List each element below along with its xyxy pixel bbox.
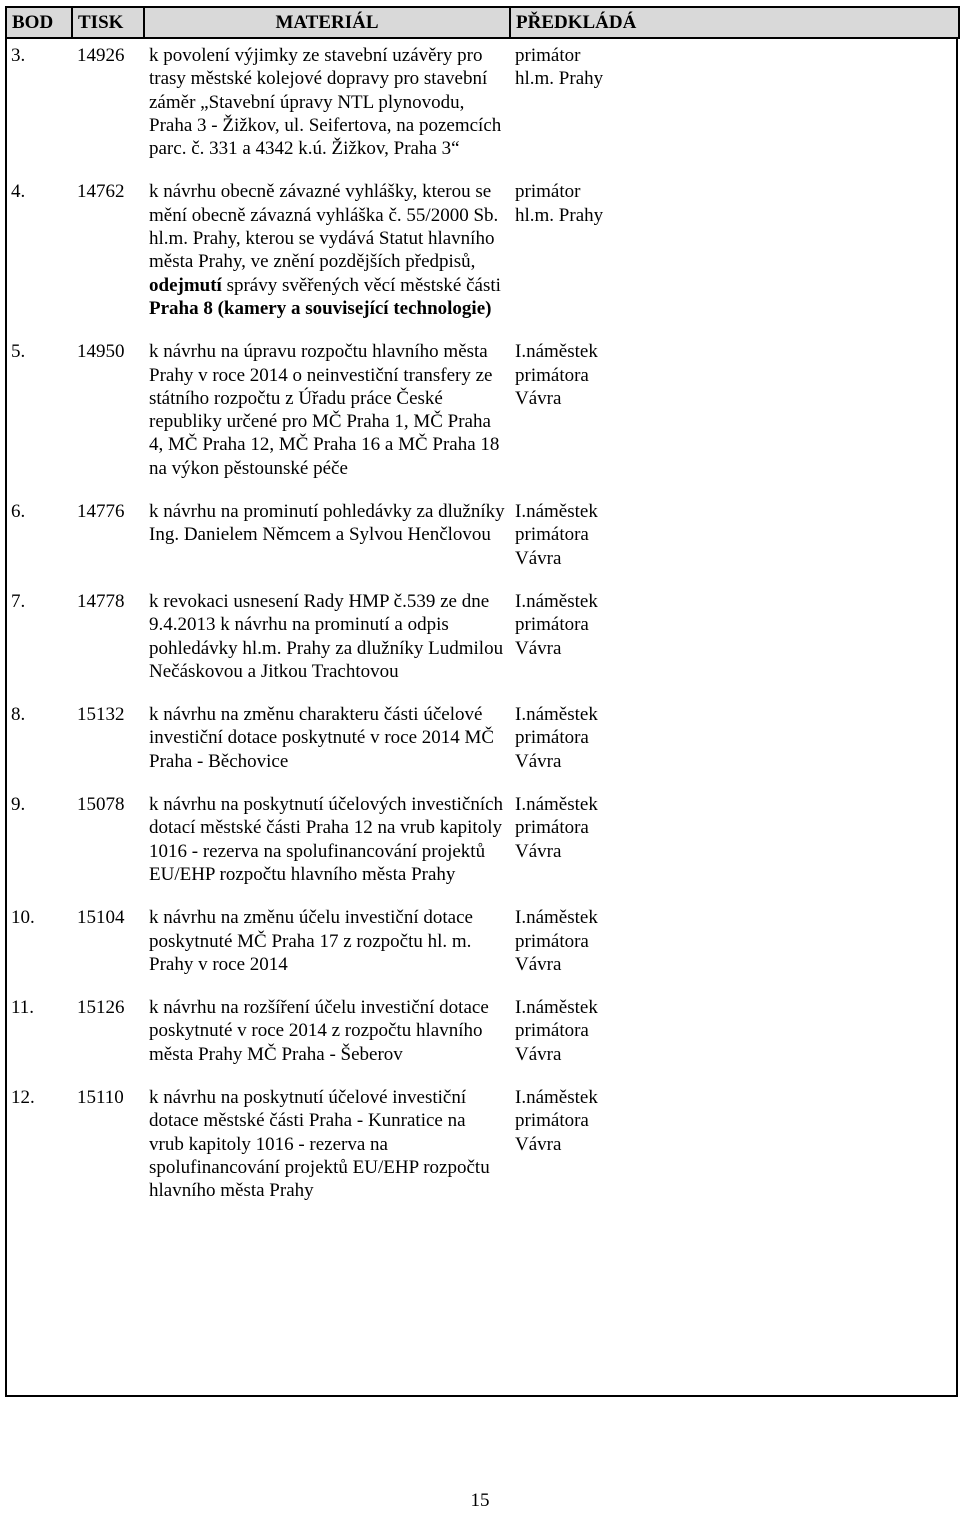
row-tisk: 14926 (77, 45, 125, 66)
row-tisk: 15110 (77, 1086, 124, 1108)
table-row (6, 1086, 959, 1222)
row-bod: 9. (11, 794, 26, 816)
table-row (6, 340, 959, 500)
row-predklada: I.náměstek primátora Vávra (515, 997, 598, 1065)
row-material: k návrhu na rozšíření účelu investiční dotace poskytnuté v roce 2014 z rozpočtu hlavního města Prahy MČ Praha - Šeberov (149, 997, 489, 1065)
row-bod: 6. (11, 501, 26, 523)
table-row (6, 500, 959, 590)
row-bod: 11. (11, 997, 35, 1019)
row-tisk: 14950 (77, 341, 125, 363)
row-tisk: 14776 (77, 501, 125, 523)
agenda-rows (6, 38, 959, 1222)
table-row (6, 793, 959, 906)
table-row (6, 906, 959, 996)
table-row (6, 996, 959, 1086)
row-predklada: I.náměstek primátora Vávra (515, 590, 598, 659)
row-bod: 5. (11, 341, 26, 363)
row-predklada: I.náměstek primátora Vávra (515, 907, 598, 975)
row-bod: 8. (11, 704, 26, 726)
row-bod: 10. (11, 907, 35, 929)
row-material: k návrhu na poskytnutí účelové investiční dotace městské části Praha - Kunratice na vrub kapitoly 1016 - rezerva na spolufinancování projektů EU/EHP rozpočtu hlavního města Prahy (149, 1086, 490, 1202)
row-bod: 12. (11, 1086, 35, 1108)
row-bod: 4. (11, 181, 26, 203)
row-material: k návrhu na úpravu rozpočtu hlavního města Prahy v roce 2014 o neinvestiční transfery ze státního rozpočtu z Úřadu práce České republiky určené pro MČ Praha 1, MČ Praha 4, MČ Praha 12, MČ Praha 16 a MČ Praha 18 na výkon pěstounské péče (149, 341, 500, 479)
table-row (6, 703, 959, 793)
row-predklada: I.náměstek primátora Vávra (515, 501, 598, 569)
row-material: k revokaci usnesení Rady HMP č.539 ze dne 9.4.2013 k návrhu na prominutí a odpis pohledávky hl.m. Prahy za dlužníky Ludmilou Nečáskovou a Jitkou Trachtovou (149, 590, 504, 682)
row-predklada: I.náměstek primátora Vávra (515, 1086, 598, 1155)
row-predklada: primátor hl.m. Prahy (515, 181, 604, 226)
row-tisk: 14778 (77, 590, 125, 612)
table-row (6, 38, 959, 180)
row-material: k návrhu obecně závazné vyhlášky, kterou se mění obecně závazná vyhláška č. 55/2000 Sb. hl.m. Prahy, kterou se vydává Statut hlavního města Prahy, ve znění pozdějších předpisů, odejmutí správy svěřených věcí městské části Praha 8 (kamery a související technologie) (149, 181, 501, 319)
header-bod: BOD (6, 7, 72, 38)
table-row (6, 590, 959, 703)
row-material: k návrhu na prominutí pohledávky za dlužníky Ing. Danielem Němcem a Sylvou Henčlovou (149, 501, 505, 546)
row-bod: 3. (11, 45, 26, 66)
row-bod: 7. (11, 590, 26, 612)
row-tisk: 15104 (77, 907, 125, 929)
row-material: k návrhu na změnu účelu investiční dotace poskytnuté MČ Praha 17 z rozpočtu hl. m. Prahy v roce 2014 (149, 907, 473, 975)
agenda-table (5, 6, 960, 1222)
header-tisk: TISK (72, 7, 144, 38)
table-row (6, 180, 959, 340)
header-material: MATERIÁL (144, 7, 510, 38)
row-predklada: I.náměstek primátora Vávra (515, 704, 598, 772)
row-predklada: I.náměstek primátora Vávra (515, 341, 598, 409)
table-header-row (6, 7, 959, 38)
header-predklada: PŘEDKLÁDÁ (510, 7, 959, 38)
row-tisk: 15132 (77, 704, 125, 726)
row-material: k návrhu na změnu charakteru části účelové investiční dotace poskytnuté v roce 2014 MČ Praha - Běchovice (149, 704, 495, 772)
row-tisk: 15078 (77, 794, 125, 816)
row-tisk: 14762 (77, 181, 125, 203)
row-material: k povolení výjimky ze stavební uzávěry pro trasy městské kolejové dopravy pro stavební záměr „Stavební úpravy NTL plynovodu, Praha 3 - Žižkov, ul. Seifertova, na pozemcích parc. č. 331 a 4342 k.ú. Žižkov, Praha 3“ (149, 45, 502, 160)
row-material: k návrhu na poskytnutí účelových investičních dotací městské části Praha 12 na vrub kapitoly 1016 - rezerva na spolufinancování projektů EU/EHP rozpočtu hlavního města Prahy (149, 794, 504, 885)
page-number: 15 (470, 1490, 490, 1511)
row-tisk: 15126 (77, 997, 125, 1019)
row-predklada: primátor hl.m. Prahy (515, 45, 604, 90)
row-predklada: I.náměstek primátora Vávra (515, 794, 598, 862)
